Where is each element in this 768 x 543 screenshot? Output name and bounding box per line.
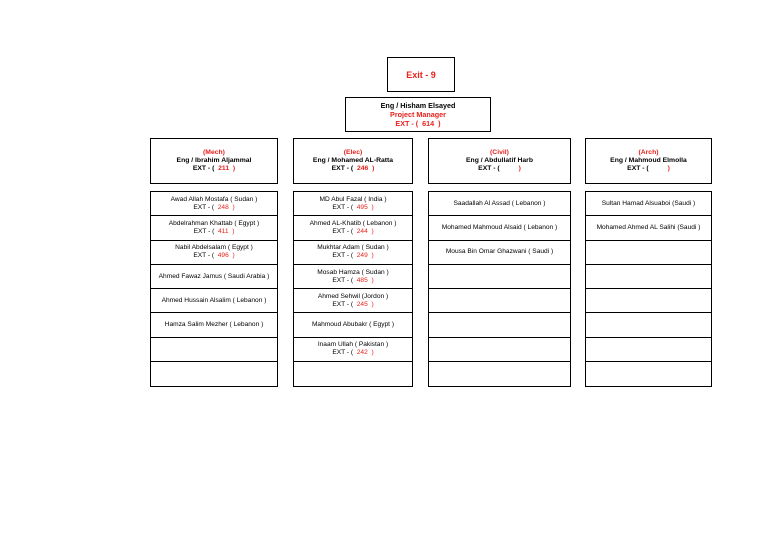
member-name: Mohamed Mahmoud Alsaid ( Lebanon )	[441, 223, 558, 231]
department-code: (Arch)	[638, 148, 659, 156]
member-name: Ahmed Sehwil (Jordon )	[317, 292, 389, 300]
department-head-box	[428, 138, 571, 184]
member-cell	[429, 265, 570, 289]
member-name: Mousa Bin Omar Ghazwani ( Saudi )	[445, 248, 554, 256]
member-cell	[151, 241, 277, 265]
member-cell	[586, 265, 711, 289]
member-name: Nabil Abdelsalam ( Egypt )	[175, 244, 253, 252]
department-head-ext: EXT - ( )	[478, 165, 521, 173]
member-name: Ahmed Hussain Alsalim ( Lebanon )	[161, 296, 267, 304]
department-code: (Elec)	[343, 148, 363, 156]
member-ext: EXT - ( 245 )	[332, 300, 374, 308]
member-cell	[294, 338, 412, 362]
department-head-ext: EXT - ( 246 )	[331, 165, 375, 173]
member-ext: EXT - ( 249 )	[332, 252, 374, 260]
member-cell	[151, 216, 277, 240]
member-cell	[586, 313, 711, 337]
department-head-name: Eng / Mahmoud Elmolla	[610, 156, 687, 164]
member-cell	[294, 216, 412, 240]
member-name: Ahmed Fawaz Jamus ( Saudi Arabia )	[158, 272, 270, 280]
member-name: Mohamed Ahmed AL Salihi (Saudi )	[596, 223, 701, 231]
member-cell	[429, 289, 570, 313]
member-cell	[586, 192, 711, 216]
department-head-name: Eng / Mohamed AL-Ratta	[312, 156, 394, 164]
department-members-list	[150, 191, 278, 387]
member-name: Abdelrahman Khattab ( Egypt )	[168, 219, 260, 227]
member-ext: EXT - ( 411 )	[193, 227, 235, 235]
manager-role: Project Manager	[390, 110, 446, 119]
manager-ext: EXT - ( 614 )	[395, 119, 441, 128]
member-cell	[586, 289, 711, 313]
member-cell	[294, 241, 412, 265]
member-cell	[429, 313, 570, 337]
department-head-box	[585, 138, 712, 184]
member-cell	[294, 265, 412, 289]
exit-label: Exit - 9	[406, 69, 436, 80]
member-cell	[294, 192, 412, 216]
member-cell	[151, 313, 277, 337]
department-head-box	[150, 138, 278, 184]
department-head-name: Eng / Abdullatif Harb	[466, 156, 533, 164]
member-cell	[586, 362, 711, 386]
department-members-list	[428, 191, 571, 387]
member-ext: EXT - ( 244 )	[332, 227, 374, 235]
department-head-box	[293, 138, 413, 184]
exit-box	[387, 57, 455, 92]
member-cell	[294, 362, 412, 386]
department-members-list	[585, 191, 712, 387]
member-cell	[151, 289, 277, 313]
member-ext: EXT - ( 485 )	[332, 276, 374, 284]
project-manager-box	[345, 97, 491, 132]
member-cell	[429, 241, 570, 265]
member-name: Ahmed AL-Khatib ( Lebanon )	[309, 219, 397, 227]
manager-name: Eng / Hisham Elsayed	[380, 101, 456, 110]
member-cell	[586, 241, 711, 265]
member-ext: EXT - ( 248 )	[193, 203, 235, 211]
department-head-ext: EXT - ( 211 )	[192, 165, 236, 173]
member-name: Saadallah Al Assad ( Lebanon )	[453, 199, 546, 207]
member-cell	[294, 313, 412, 337]
member-name: Inaam Ullah ( Pakistan )	[317, 341, 389, 349]
member-cell	[151, 362, 277, 386]
member-cell	[151, 192, 277, 216]
member-cell	[294, 289, 412, 313]
member-name: MD Abul Fazal ( India )	[319, 195, 387, 203]
member-name: Mukhtar Adam ( Sudan )	[317, 244, 389, 252]
member-cell	[586, 216, 711, 240]
member-ext: EXT - ( 496 )	[193, 252, 235, 260]
department-head-name: Eng / Ibrahim Aljammal	[176, 156, 252, 164]
member-cell	[151, 265, 277, 289]
member-ext: EXT - ( 242 )	[332, 349, 374, 357]
member-cell	[429, 216, 570, 240]
department-members-list	[293, 191, 413, 387]
member-cell	[429, 338, 570, 362]
member-name: Hamza Salim Mezher ( Lebanon )	[164, 321, 264, 329]
member-name: Sultan Hamad Alsuaboi (Saudi )	[601, 199, 696, 207]
member-name: Mosab Hamza ( Sudan )	[317, 268, 389, 276]
member-cell	[429, 362, 570, 386]
member-name: Mahmoud Abubakr ( Egypt )	[311, 321, 395, 329]
department-code: (Civil)	[490, 148, 509, 156]
member-cell	[586, 338, 711, 362]
member-name: Awad Allah Mostafa ( Sudan )	[170, 195, 258, 203]
department-code: (Mech)	[203, 148, 225, 156]
member-cell	[151, 338, 277, 362]
member-ext: EXT - ( 495 )	[332, 203, 374, 211]
department-head-ext: EXT - ( )	[627, 165, 670, 173]
member-cell	[429, 192, 570, 216]
